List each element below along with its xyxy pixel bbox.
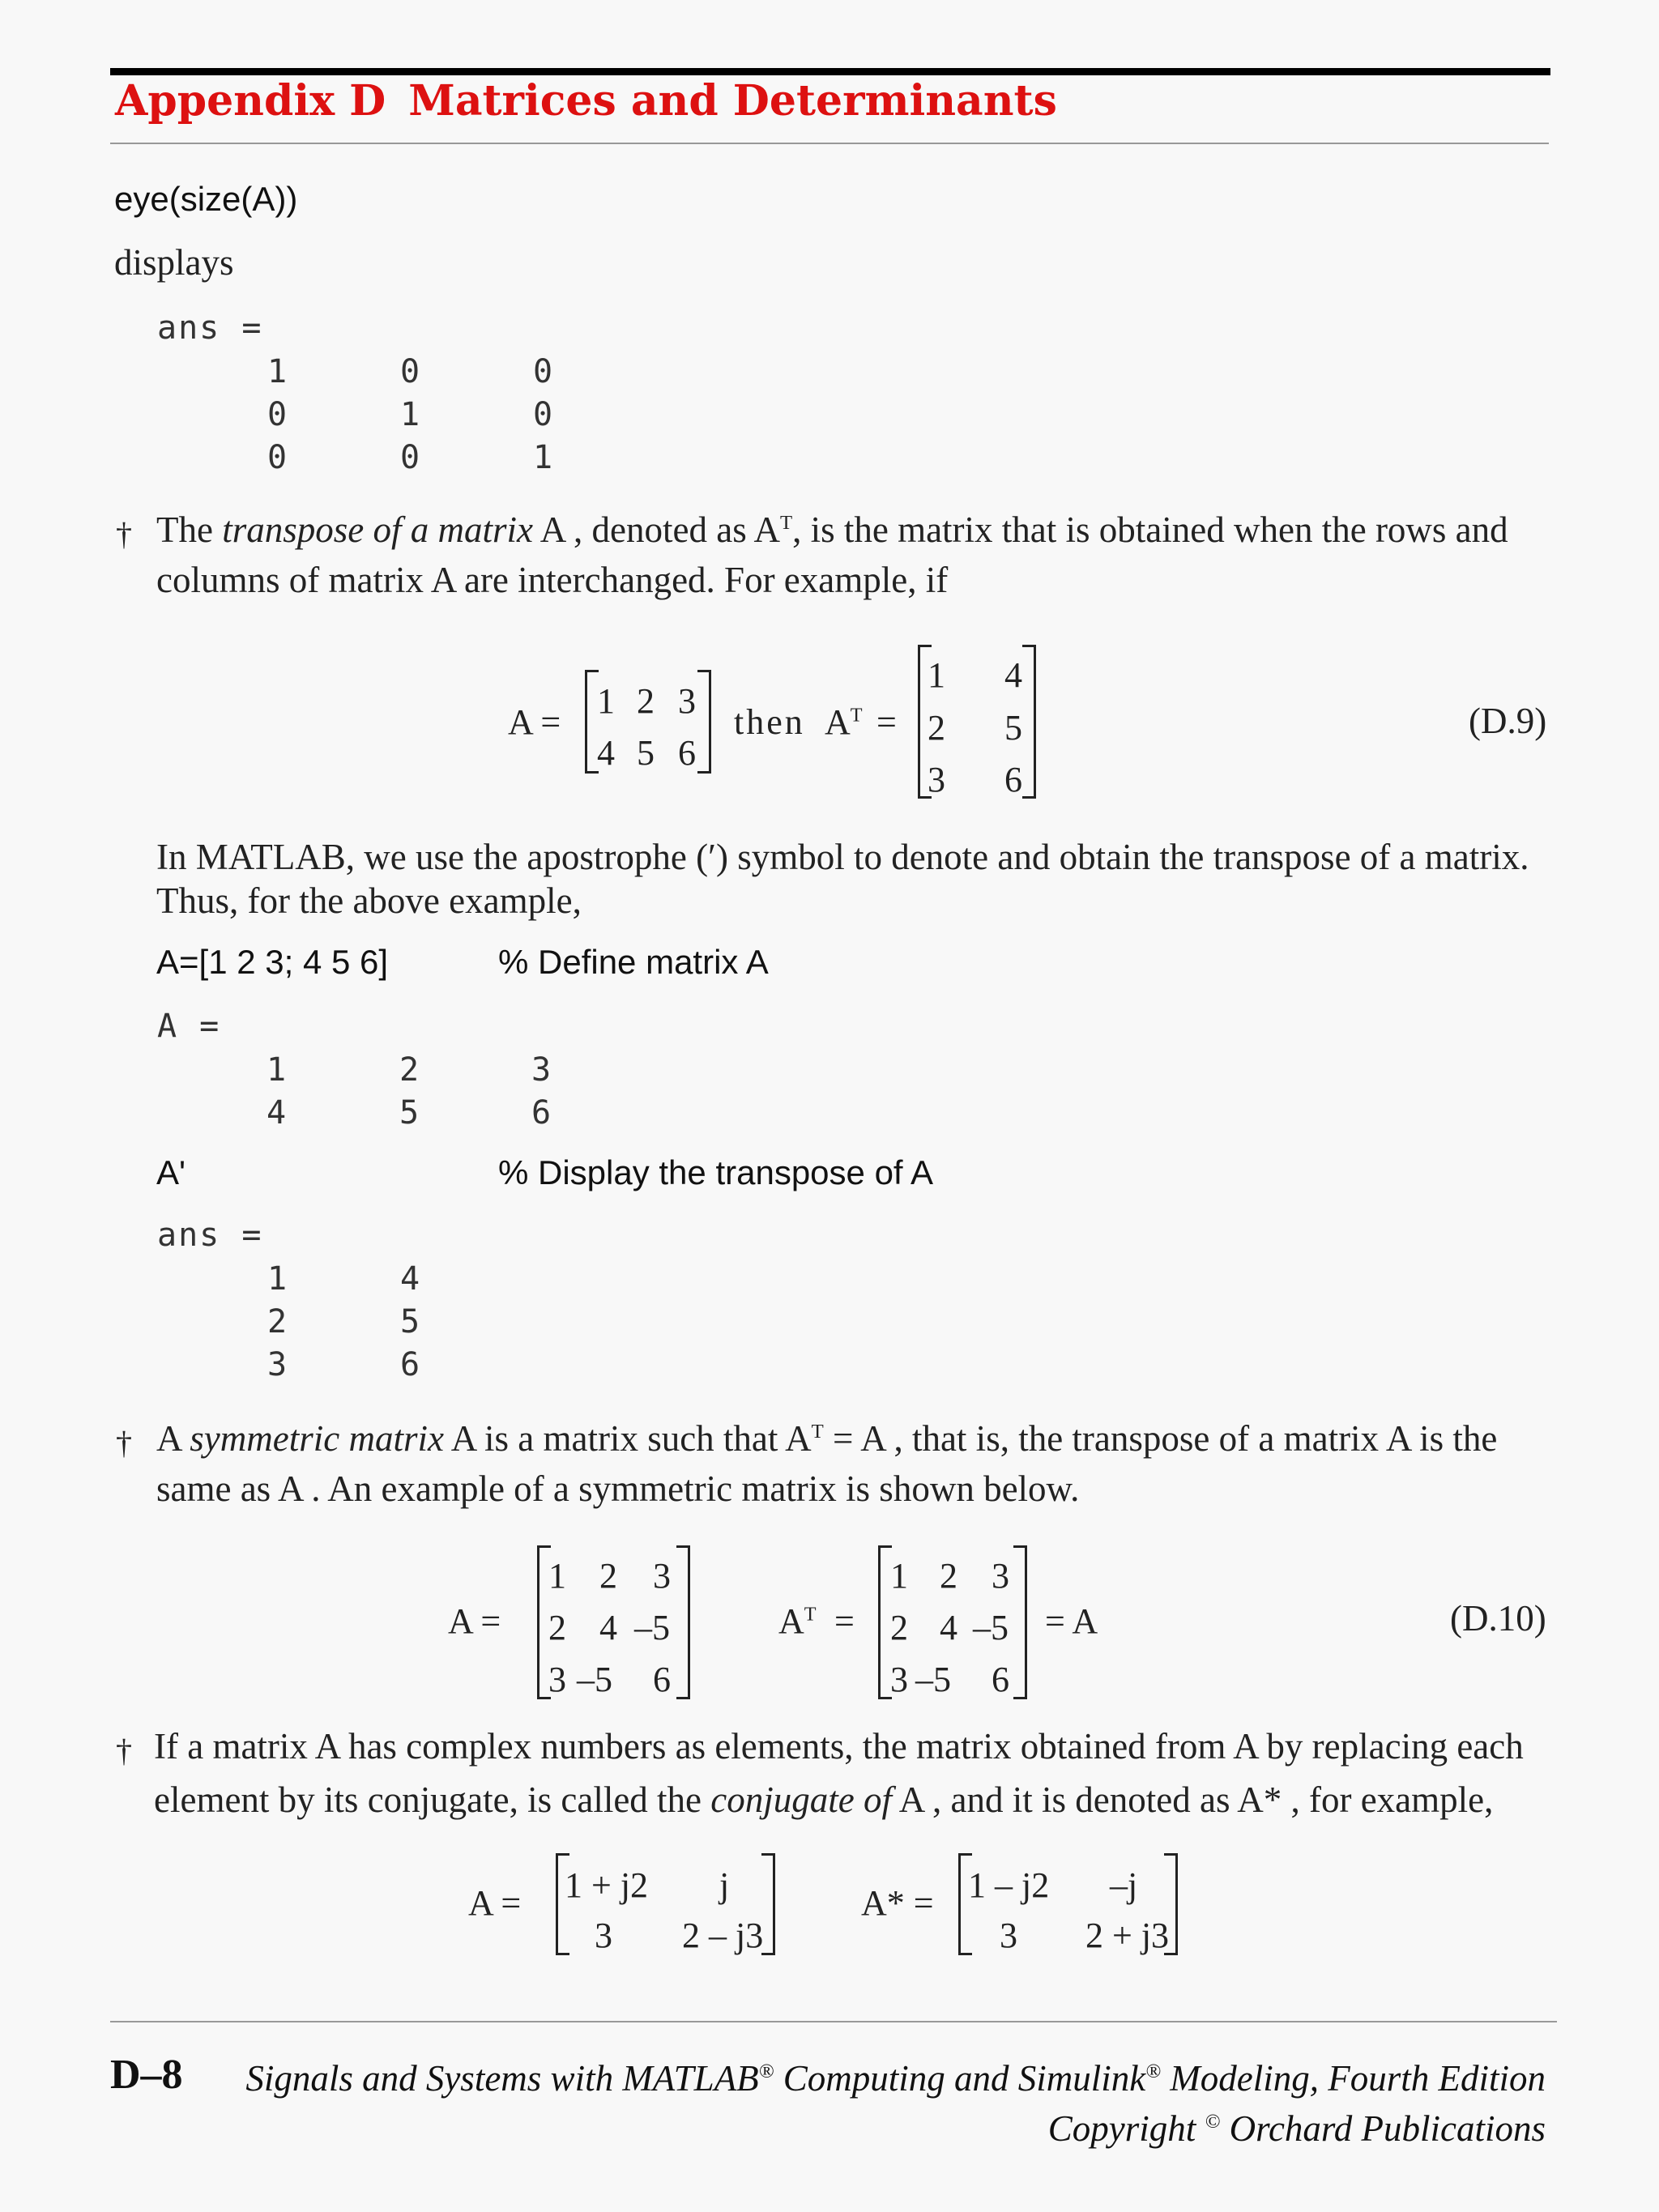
code-comment: % Display the transpose of A [498,1153,933,1191]
transpose-line-2: columns of matrix A are interchanged. For example, if [156,560,949,600]
matrix-cell: 5 [1004,708,1022,748]
eq-lhs: A = [448,1601,501,1641]
matrix-cell: 1 [399,396,422,433]
eq-at: $A^T$ [778,1601,817,1641]
then-word: then [734,702,805,742]
matrix-cell: 4 [399,1260,422,1298]
code-eye: eye(size(A)) [114,180,298,218]
matrix-cell: –5 [915,1660,951,1699]
matrix-cell: –5 [634,1608,670,1647]
output-ans-label: ans = [157,1217,263,1254]
matrix-cell: 4 [1004,655,1022,695]
matrix-cell: 0 [399,353,422,390]
equation-label: (D.9) [1469,701,1547,741]
matlab-para-line-2: Thus, for the above example, [156,880,582,921]
appendix-label: Appendix D [115,76,386,126]
matrix-cell: 3 [531,1051,553,1089]
dagger-marker: † [116,1425,132,1461]
displays-text: displays [114,242,234,283]
matlab-para-line-1: In MATLAB, we use the apostrophe (′) symbol to denote and obtain the transpose of a matrix. [156,837,1529,877]
matrix-cell: 3 [548,1660,566,1699]
footer-copyright: Copyright © Orchard Publications [1047,2108,1546,2149]
matrix-cell: 2 [548,1608,566,1647]
matrix-cell: 4 [266,1094,288,1132]
symmetric-line-1: A symmetric matrix A is a matrix such that $A^T = A$ , that is, the transpose of a matrix A is the [156,1418,1498,1459]
matrix-cell: 2 [267,1303,289,1340]
matrix-cell: 1 + j2 [565,1865,649,1905]
matrix-cell: 6 [399,1346,422,1383]
matrix-cell: 2 [637,681,655,721]
appendix-title: Matrices and Determinants [408,76,1057,126]
matrix-cell: 5 [399,1094,421,1132]
eq-at: $A^T$ [825,702,863,742]
matrix-cell: 3 [1000,1916,1017,1955]
matrix-cell: 2 [940,1556,957,1596]
matrix-cell: –5 [577,1660,612,1699]
matrix-cell: j [719,1865,730,1905]
matrix-cell: 1 [548,1556,566,1596]
matrix-cell: 3 [992,1556,1009,1596]
matrix-cell: 3 [267,1346,289,1383]
matrix-cell: 3 [928,760,945,799]
header-rule [110,68,1550,75]
matrix-cell: 5 [637,733,655,773]
matrix-cell: 1 [266,1051,288,1089]
matrix-cell: –j [1110,1865,1138,1905]
matrix-cell: 6 [678,733,696,773]
conjugate-line-2: element by its conjugate, is called the conjugate of A , and it is denoted as A* , for example, [154,1779,1494,1820]
matrix-cell: 4 [940,1608,957,1647]
code-define-a: A=[1 2 3; 4 5 6] [156,943,389,981]
matrix-cell: 1 [532,439,555,476]
matrix-cell: 6 [531,1094,553,1132]
matrix-cell: 0 [532,353,555,390]
page-header [115,76,1057,126]
eq-lhs: A = [468,1883,522,1923]
matrix-cell: 4 [597,733,615,773]
matrix-cell: –5 [973,1608,1009,1647]
matrix-cell: 5 [399,1303,422,1340]
matrix-cell: 2 + j3 [1085,1916,1170,1955]
matrix-cell: 3 [890,1660,908,1699]
output-a-label: A = [157,1008,221,1045]
matrix-cell: 1 [890,1556,908,1596]
matrix-cell: 0 [267,439,289,476]
matrix-cell: 0 [532,396,555,433]
matrix-cell: 1 – j2 [968,1865,1050,1905]
matrix-cell: 0 [399,439,422,476]
symmetric-line-2: same as A . An example of a symmetric matrix is shown below. [156,1468,1080,1509]
matrix-cell: 4 [599,1608,617,1647]
matrix-cell: 3 [595,1916,612,1955]
dagger-marker: † [116,1733,132,1769]
equation-label: (D.10) [1450,1598,1546,1639]
matrix-cell: 6 [992,1660,1009,1699]
eq-equals: = [834,1601,855,1641]
matrix-cell: 0 [267,396,289,433]
eq-astar: A* = [861,1883,934,1923]
matrix-cell: 3 [653,1556,671,1596]
matrix-cell: 1 [597,681,615,721]
footer-book-title: Signals and Systems with MATLAB® Computing and Simulink® Modeling, Fourth Edition [245,2058,1546,2099]
matrix-cell: 2 [599,1556,617,1596]
code-comment: % Define matrix A [498,943,769,981]
matrix-cell: 6 [653,1660,671,1699]
matrix-cell: 6 [1004,760,1022,799]
matrix-cell: 1 [928,655,945,695]
eq-equals: = [876,702,897,742]
matrix-cell: 2 – j3 [682,1916,764,1955]
matrix-cell: 3 [678,681,696,721]
matrix-cell: 2 [928,708,945,748]
footer-rule [110,2021,1557,2022]
page-number: D–8 [110,2052,183,2098]
matrix-cell: 1 [267,1260,289,1298]
dagger-marker: † [116,516,132,552]
matrix-cell: 1 [267,353,289,390]
transpose-line-1: The transpose of a matrix A , denoted as $A^T$, is the matrix that is obtained when the rows and [156,509,1508,550]
conjugate-line-1: If a matrix A has complex numbers as elements, the matrix obtained from A by replacing each [154,1726,1524,1767]
eq-rhs: = A [1045,1601,1098,1641]
matrix-cell: 2 [890,1608,908,1647]
header-underline [110,143,1549,144]
code-transpose: A' [156,1153,186,1191]
eq-lhs: A = [508,702,561,742]
matrix-cell: 2 [399,1051,421,1089]
output-eye-label: ans = [157,309,263,347]
